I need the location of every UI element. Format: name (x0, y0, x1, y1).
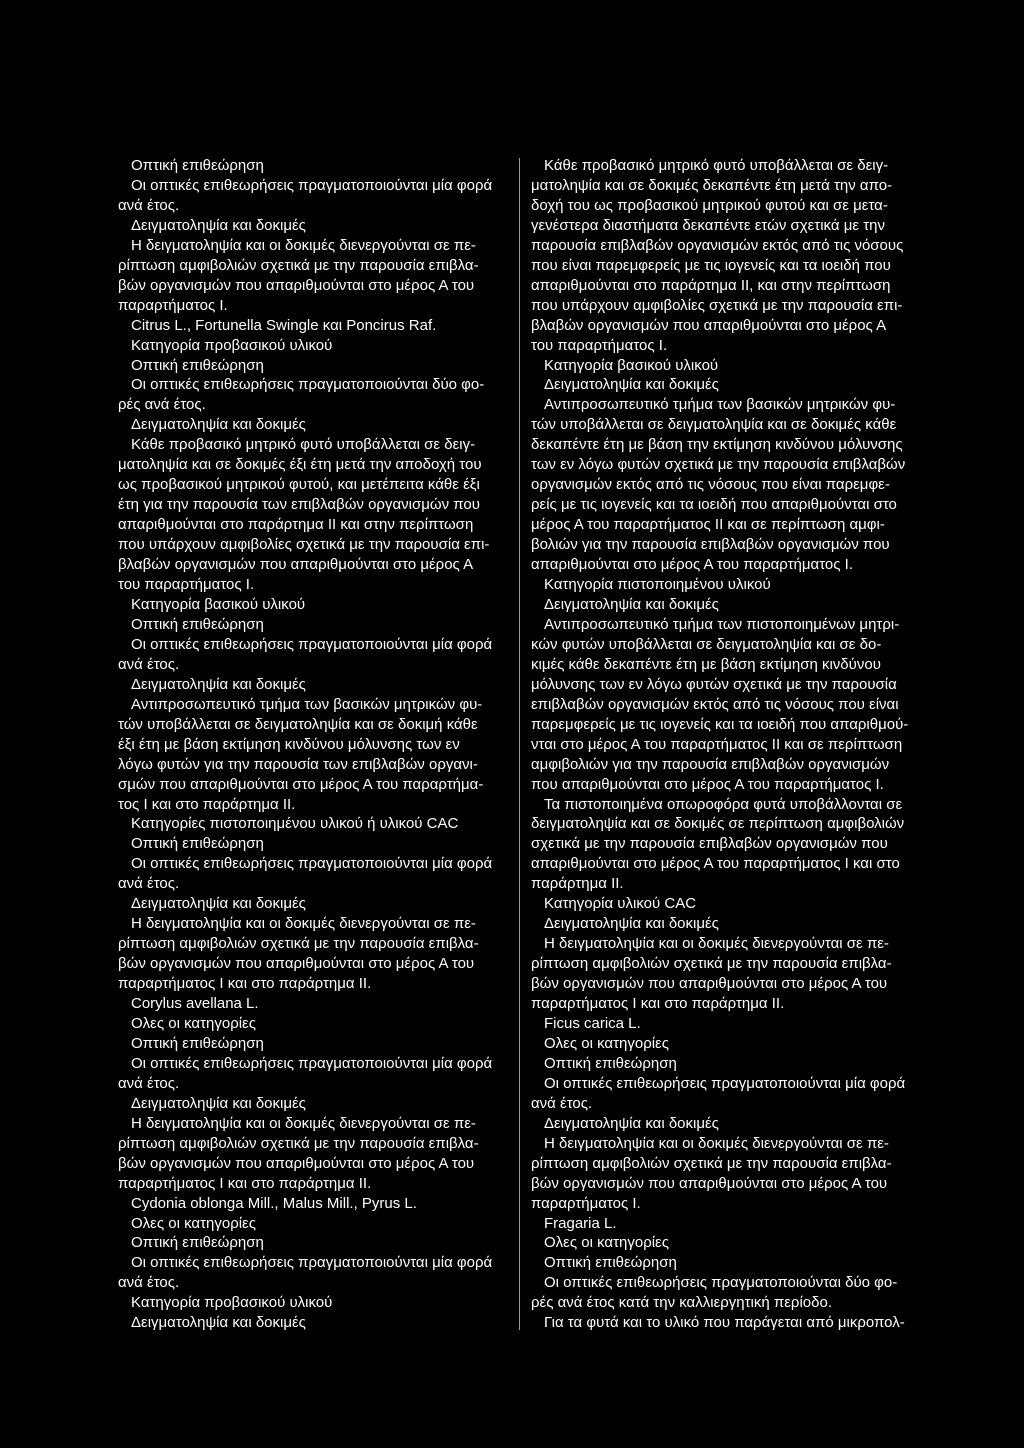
text-line: Δειγματοληψία και δοκιμές (131, 675, 306, 693)
text-line: βών οργανισμών που απαριθμούνται στο μέρος Α του (118, 276, 475, 294)
text-line: παραρτήματος Ι και στο παράρτημα ΙΙ. (118, 1174, 372, 1192)
text-line: Οι οπτικές επιθεωρήσεις πραγματοποιούνται μία φορά (131, 635, 493, 653)
text-line: παραρτήματος Ι. (531, 1194, 641, 1212)
text-line: που υπάρχουν αμφιβολίες σχετικά με την παρουσία επι- (118, 536, 490, 554)
text-line: Corylus avellana L. (131, 995, 259, 1013)
text-line: Ολες οι κατηγορίες (544, 1034, 669, 1052)
text-line: έξι έτη με βάση εκτίμηση κινδύνου μόλυνσης των εν (118, 735, 460, 753)
text-line: οργανισμών εκτός από τις νόσους που είναι παρεμφε- (531, 476, 890, 494)
text-line: βλαβών οργανισμών που απαριθμούνται στο μέρος Α (118, 556, 474, 574)
text-line: βολιών για την παρουσία επιβλαβών οργανισμών που (531, 536, 890, 554)
text-line: ανά έτος. (118, 1074, 180, 1092)
text-line: Οι οπτικές επιθεωρήσεις πραγματοποιούνται μία φορά (131, 855, 493, 873)
text-line: Οι οπτικές επιθεωρήσεις πραγματοποιούνται μία φορά (131, 1254, 493, 1272)
text-line: Οπτική επιθεώρηση (131, 1034, 264, 1052)
text-line: δεκαπέντε έτη με βάση την εκτίμηση κινδύνου μόλυνσης (531, 436, 903, 454)
text-line: νται στο μέρος Α του παραρτήματος ΙΙ και σε περίπτωση (531, 735, 903, 753)
text-line: σμών που απαριθμούνται στο μέρος Α του παραρτήμα- (118, 775, 484, 793)
text-line: Κατηγορία πιστοποιημένου υλικού (544, 576, 771, 594)
text-line: Δειγματοληψία και δοκιμές (544, 376, 719, 394)
text-line: Κατηγορία υλικού CAC (544, 895, 697, 913)
text-line: των εν λόγω φυτών σχετικά με την παρουσία επιβλαβών (531, 456, 906, 474)
text-line: ματοληψία και σε δοκιμές δεκαπέντε έτη μετά την απο- (531, 176, 893, 194)
text-line: Οπτική επιθεώρηση (131, 356, 264, 374)
right-text-column (531, 156, 924, 1333)
text-line: απαριθμούνται στο μέρος Α του παραρτήματος Ι και στο (531, 855, 900, 873)
text-line: απαριθμούνται στο μέρος Α του παραρτήματος Ι. (531, 556, 853, 574)
text-line: Δειγματοληψία και δοκιμές (131, 895, 306, 913)
text-line: ρές ανά έτος κατά την καλλιεργητική περίοδο. (531, 1294, 832, 1312)
text-line: Ficus carica L. (544, 1014, 641, 1032)
text-line: Κάθε προβασικό μητρικό φυτό υποβάλλεται σε δειγ- (544, 157, 889, 174)
text-line: Η δειγματοληψία και οι δοκιμές διενεργούνται σε πε- (131, 236, 476, 254)
text-line: ματοληψία και σε δοκιμές έξι έτη μετά την αποδοχή του (118, 456, 482, 474)
text-line: Οι οπτικές επιθεωρήσεις πραγματοποιούνται δύο φο- (544, 1274, 898, 1292)
text-line: παράρτημα ΙΙ. (531, 875, 624, 893)
text-line: Οι οπτικές επιθεωρήσεις πραγματοποιούνται δύο φο- (131, 376, 485, 394)
text-line: Οπτική επιθεώρηση (131, 835, 264, 853)
text-line: ρίπτωση αμφιβολιών σχετικά με την παρουσία επιβλα- (118, 256, 479, 274)
text-line: Δειγματοληψία και δοκιμές (131, 1314, 306, 1332)
text-line: βών οργανισμών που απαριθμούνται στο μέρος Α του (118, 1154, 475, 1172)
text-line: Ολες οι κατηγορίες (544, 1234, 669, 1252)
text-line: Αντιπροσωπευτικό τμήμα των πιστοποιημένων μητρι- (544, 615, 900, 633)
text-line: Δειγματοληψία και δοκιμές (544, 1114, 719, 1132)
text-line: επιβλαβών οργανισμών εκτός από τις νόσους που είναι (531, 695, 899, 713)
text-line: που υπάρχουν αμφιβολίες σχετικά με την παρουσία επι- (531, 296, 903, 314)
text-line: ανά έτος. (118, 1274, 180, 1292)
text-line: γενέστερα διαστήματα δεκαπέντε ετών σχετικά με την (531, 216, 885, 234)
text-line: Κατηγορία βασικού υλικού (544, 356, 719, 374)
text-line: Δειγματοληψία και δοκιμές (131, 1094, 306, 1112)
text-line: δειγματοληψία και σε δοκιμές σε περίπτωση αμφιβολιών (531, 815, 905, 833)
text-line: ρείς με τις ιογενείς και τα ιοειδή που απαριθμούνται στο (531, 496, 897, 514)
text-line: βών οργανισμών που απαριθμούνται στο μέρος Α του (531, 975, 888, 993)
text-line: ρίπτωση αμφιβολιών σχετικά με την παρουσία επιβλα- (118, 1134, 479, 1152)
text-line: παραρτήματος Ι. (118, 296, 228, 314)
text-line: Κατηγορία προβασικού υλικού (131, 336, 333, 354)
text-line: βών οργανισμών που απαριθμούνται στο μέρος Α του (118, 955, 475, 973)
text-line: Fragaria L. (544, 1214, 617, 1232)
text-line: Η δειγματοληψία και οι δοκιμές διενεργούνται σε πε- (544, 935, 889, 953)
text-line: μέρος Α του παραρτήματος ΙΙ και σε περίπτωση αμφι- (531, 516, 885, 534)
text-line: Κατηγορία βασικού υλικού (131, 595, 306, 613)
text-line: Οπτική επιθεώρηση (131, 157, 264, 174)
text-line: του παραρτήματος Ι. (531, 336, 668, 354)
text-line: παρουσία επιβλαβών οργανισμών εκτός από τις νόσους (531, 236, 904, 254)
text-line: Για τα φυτά και το υλικό που παράγεται από μικροπολ- (544, 1314, 905, 1332)
text-line: Δειγματοληψία και δοκιμές (544, 595, 719, 613)
text-line: Αντιπροσωπευτικό τμήμα των βασικών μητρικών φυ- (544, 396, 896, 414)
text-line: Οι οπτικές επιθεωρήσεις πραγματοποιούνται μία φορά (131, 1054, 493, 1072)
text-line: βλαβών οργανισμών που απαριθμούνται στο μέρος Α (531, 316, 887, 334)
text-line: ρίπτωση αμφιβολιών σχετικά με την παρουσία επιβλα- (531, 955, 892, 973)
text-line: ανά έτος. (118, 655, 180, 673)
text-line: σχετικά με την παρουσία επιβλαβών οργανισμών που (531, 835, 888, 853)
text-line: ανά έτος. (118, 875, 180, 893)
text-line: Αντιπροσωπευτικό τμήμα των βασικών μητρικών φυ- (131, 695, 483, 713)
text-line: Δειγματοληψία και δοκιμές (544, 915, 719, 933)
text-line: δοχή του ως προβασικού μητρικού φυτού και σε μετα- (531, 196, 888, 214)
text-line: Η δειγματοληψία και οι δοκιμές διενεργούνται σε πε- (131, 915, 476, 933)
text-line: κών φυτών υποβάλλεται σε δειγματοληψία και σε δο- (531, 635, 882, 653)
text-line: τος Ι και στο παράρτημα ΙΙ. (118, 795, 296, 813)
text-line: ρίπτωση αμφιβολιών σχετικά με την παρουσία επιβλα- (118, 935, 479, 953)
text-line: μόλυνσης των εν λόγω φυτών σχετικά με την παρουσία (531, 675, 897, 693)
text-line: τών υποβάλλεται σε δειγματοληψία και σε δοκιμές κάθε (531, 416, 897, 434)
text-line: Δειγματοληψία και δοκιμές (131, 216, 306, 234)
text-line: Η δειγματοληψία και οι δοκιμές διενεργούνται σε πε- (131, 1114, 476, 1132)
text-line: Οπτική επιθεώρηση (544, 1054, 677, 1072)
text-line: απαριθμούνται στο παράρτημα ΙΙ, και στην περίπτωση (531, 276, 891, 294)
text-line: Οι οπτικές επιθεωρήσεις πραγματοποιούνται μία φορά (544, 1074, 906, 1092)
text-line: Τα πιστοποιημένα οπωροφόρα φυτά υποβάλλονται σε (544, 795, 903, 813)
text-line: Κατηγορίες πιστοποιημένου υλικού ή υλικού CAC (131, 815, 459, 833)
text-line: ρές ανά έτος. (118, 396, 206, 414)
text-line: παραρτήματος Ι και στο παράρτημα ΙΙ. (118, 975, 372, 993)
text-line: λόγω φυτών για την παρουσία των επιβλαβών οργανι- (118, 755, 478, 773)
text-line: Δειγματοληψία και δοκιμές (131, 416, 306, 434)
text-line: παρεμφερείς με τις ιογενείς και τα ιοειδή που απαριθμού- (531, 715, 909, 733)
text-line: Ολες οι κατηγορίες (131, 1014, 256, 1032)
left-text-column (118, 156, 510, 1333)
column-divider (519, 158, 520, 1330)
text-line: Ολες οι κατηγορίες (131, 1214, 256, 1232)
text-line: Cydonia oblonga Mill., Malus Mill., Pyrus L. (131, 1194, 417, 1212)
text-line: Οι οπτικές επιθεωρήσεις πραγματοποιούνται μία φορά (131, 176, 493, 194)
text-line: ρίπτωση αμφιβολιών σχετικά με την παρουσία επιβλα- (531, 1154, 892, 1172)
text-line: παραρτήματος Ι και στο παράρτημα ΙΙ. (531, 995, 785, 1013)
text-line: που είναι παρεμφερείς με τις ιογενείς και τα ιοειδή που (531, 256, 891, 274)
text-line: ως προβασικού μητρικού φυτού, και μετέπειτα κάθε έξι (118, 476, 480, 494)
text-line: του παραρτήματος Ι. (118, 576, 255, 594)
text-line: ανά έτος. (118, 196, 180, 214)
text-line: Οπτική επιθεώρηση (544, 1254, 677, 1272)
text-line: Η δειγματοληψία και οι δοκιμές διενεργούνται σε πε- (544, 1134, 889, 1152)
text-line: κιμές κάθε δεκαπέντε έτη με βάση εκτίμηση κινδύνου (531, 655, 881, 673)
text-line: αμφιβολιών για την παρουσία επιβλαβών οργανισμών (531, 755, 890, 773)
text-line: Οπτική επιθεώρηση (131, 1234, 264, 1252)
text-line: τών υποβάλλεται σε δειγματοληψία και σε δοκιμή κάθε (118, 715, 478, 733)
text-line: βών οργανισμών που απαριθμούνται στο μέρος Α του (531, 1174, 888, 1192)
text-line: Οπτική επιθεώρηση (131, 615, 264, 633)
text-line: Κάθε προβασικό μητρικό φυτό υποβάλλεται σε δειγ- (131, 436, 476, 454)
text-line: Κατηγορία προβασικού υλικού (131, 1294, 333, 1312)
text-line: που απαριθμούνται στο μέρος Α του παραρτήματος Ι. (531, 775, 884, 793)
text-line: απαριθμούνται στο παράρτημα ΙΙ και στην περίπτωση (118, 516, 474, 534)
text-line: ανά έτος. (531, 1094, 593, 1112)
text-line: έτη για την παρουσία των επιβλαβών οργανισμών που (118, 496, 480, 514)
text-line: Citrus L., Fortunella Swingle και Poncirus Raf. (131, 316, 437, 334)
